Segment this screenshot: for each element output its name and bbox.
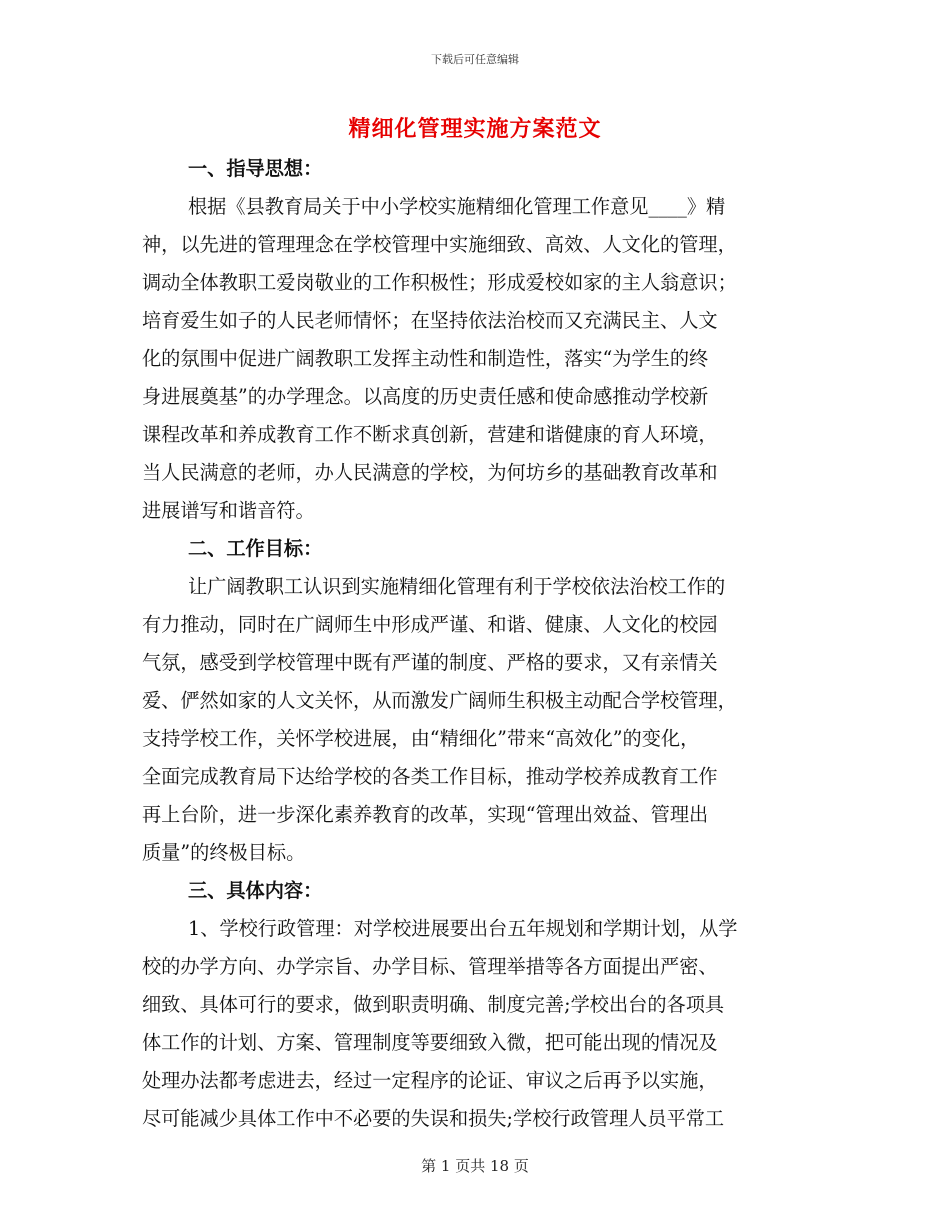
paragraph-line: 再上台阶，进一步深化素养教育的改革，实现“管理出效益、管理出	[142, 803, 709, 826]
paragraph-line: 质量”的终极目标。	[142, 841, 306, 864]
section-heading-guiding-ideology: 一、指导思想：	[188, 157, 323, 180]
paragraph-line: 爱、俨然如家的人文关怀，从而激发广阔师生积极主动配合学校管理，	[142, 689, 737, 712]
paragraph-line: 校的办学方向、办学宗旨、办学目标、管理举措等各方面提出严密、	[142, 955, 718, 978]
paragraph-line: 体工作的计划、方案、管理制度等要细致入微，把可能出现的情况及	[142, 1031, 718, 1054]
document-title: 精细化管理实施方案范文	[348, 116, 602, 142]
paragraph-line: 气氛，感受到学校管理中既有严谨的制度、严格的要求，又有亲情关	[142, 651, 718, 674]
paragraph-line: 有力推动，同时在广阔师生中形成严谨、和谐、健康、人文化的校园	[142, 613, 718, 636]
paragraph-line: 进展谱写和谐音符。	[142, 499, 315, 522]
paragraph-line: 神，以先进的管理理念在学校管理中实施细致、高效、人文化的管理，	[142, 233, 737, 256]
paragraph-line: 培育爱生如子的人民老师情怀；在坚持依法治校而又充满民主、人文	[142, 309, 718, 332]
paragraph-line: 根据《县教育局关于中小学校实施精细化管理工作意见____》精	[188, 195, 726, 218]
document-body	[142, 150, 814, 1138]
paragraph-line: 当人民满意的老师，办人民满意的学校，为何坊乡的基础教育改革和	[142, 461, 718, 484]
paragraph-line: 调动全体教职工爱岗敬业的工作积极性；形成爱校如家的主人翁意识；	[142, 271, 737, 294]
paragraph-line: 细致、具体可行的要求，做到职责明确、制度完善;学校出台的各项具	[142, 993, 725, 1016]
paragraph-line: 支持学校工作，关怀学校进展，由“精细化”带来“高效化”的变化，	[142, 727, 700, 750]
paragraph-line: 课程改革和养成教育工作不断求真创新，营建和谐健康的育人环境，	[142, 423, 718, 446]
section-heading-work-goals: 二、工作目标：	[188, 537, 323, 560]
paragraph-line: 化的氛围中促进广阔教职工发挥主动性和制造性，落实“为学生的终	[142, 347, 709, 370]
paragraph-line: 尽可能减少具体工作中不必要的失误和损失;学校行政管理人员平常工	[142, 1107, 725, 1130]
paragraph-line: 让广阔教职工认识到实施精细化管理有利于学校依法治校工作的	[188, 575, 726, 598]
paragraph-line: 全面完成教育局下达给学校的各类工作目标，推动学校养成教育工作	[142, 765, 718, 788]
paragraph-line: 处理办法都考虑进去，经过一定程序的论证、审议之后再予以实施，	[142, 1069, 718, 1092]
page-number: 第 1 页共 18 页	[421, 1157, 529, 1175]
section-heading-specific-content: 三、具体内容：	[188, 879, 323, 902]
header-note: 下载后可任意编辑	[431, 53, 519, 66]
paragraph-line: 1、学校行政管理：对学校进展要出台五年规划和学期计划，从学	[188, 917, 738, 940]
paragraph-line: 身进展奠基”的办学理念。以高度的历史责任感和使命感推动学校新	[142, 385, 709, 408]
